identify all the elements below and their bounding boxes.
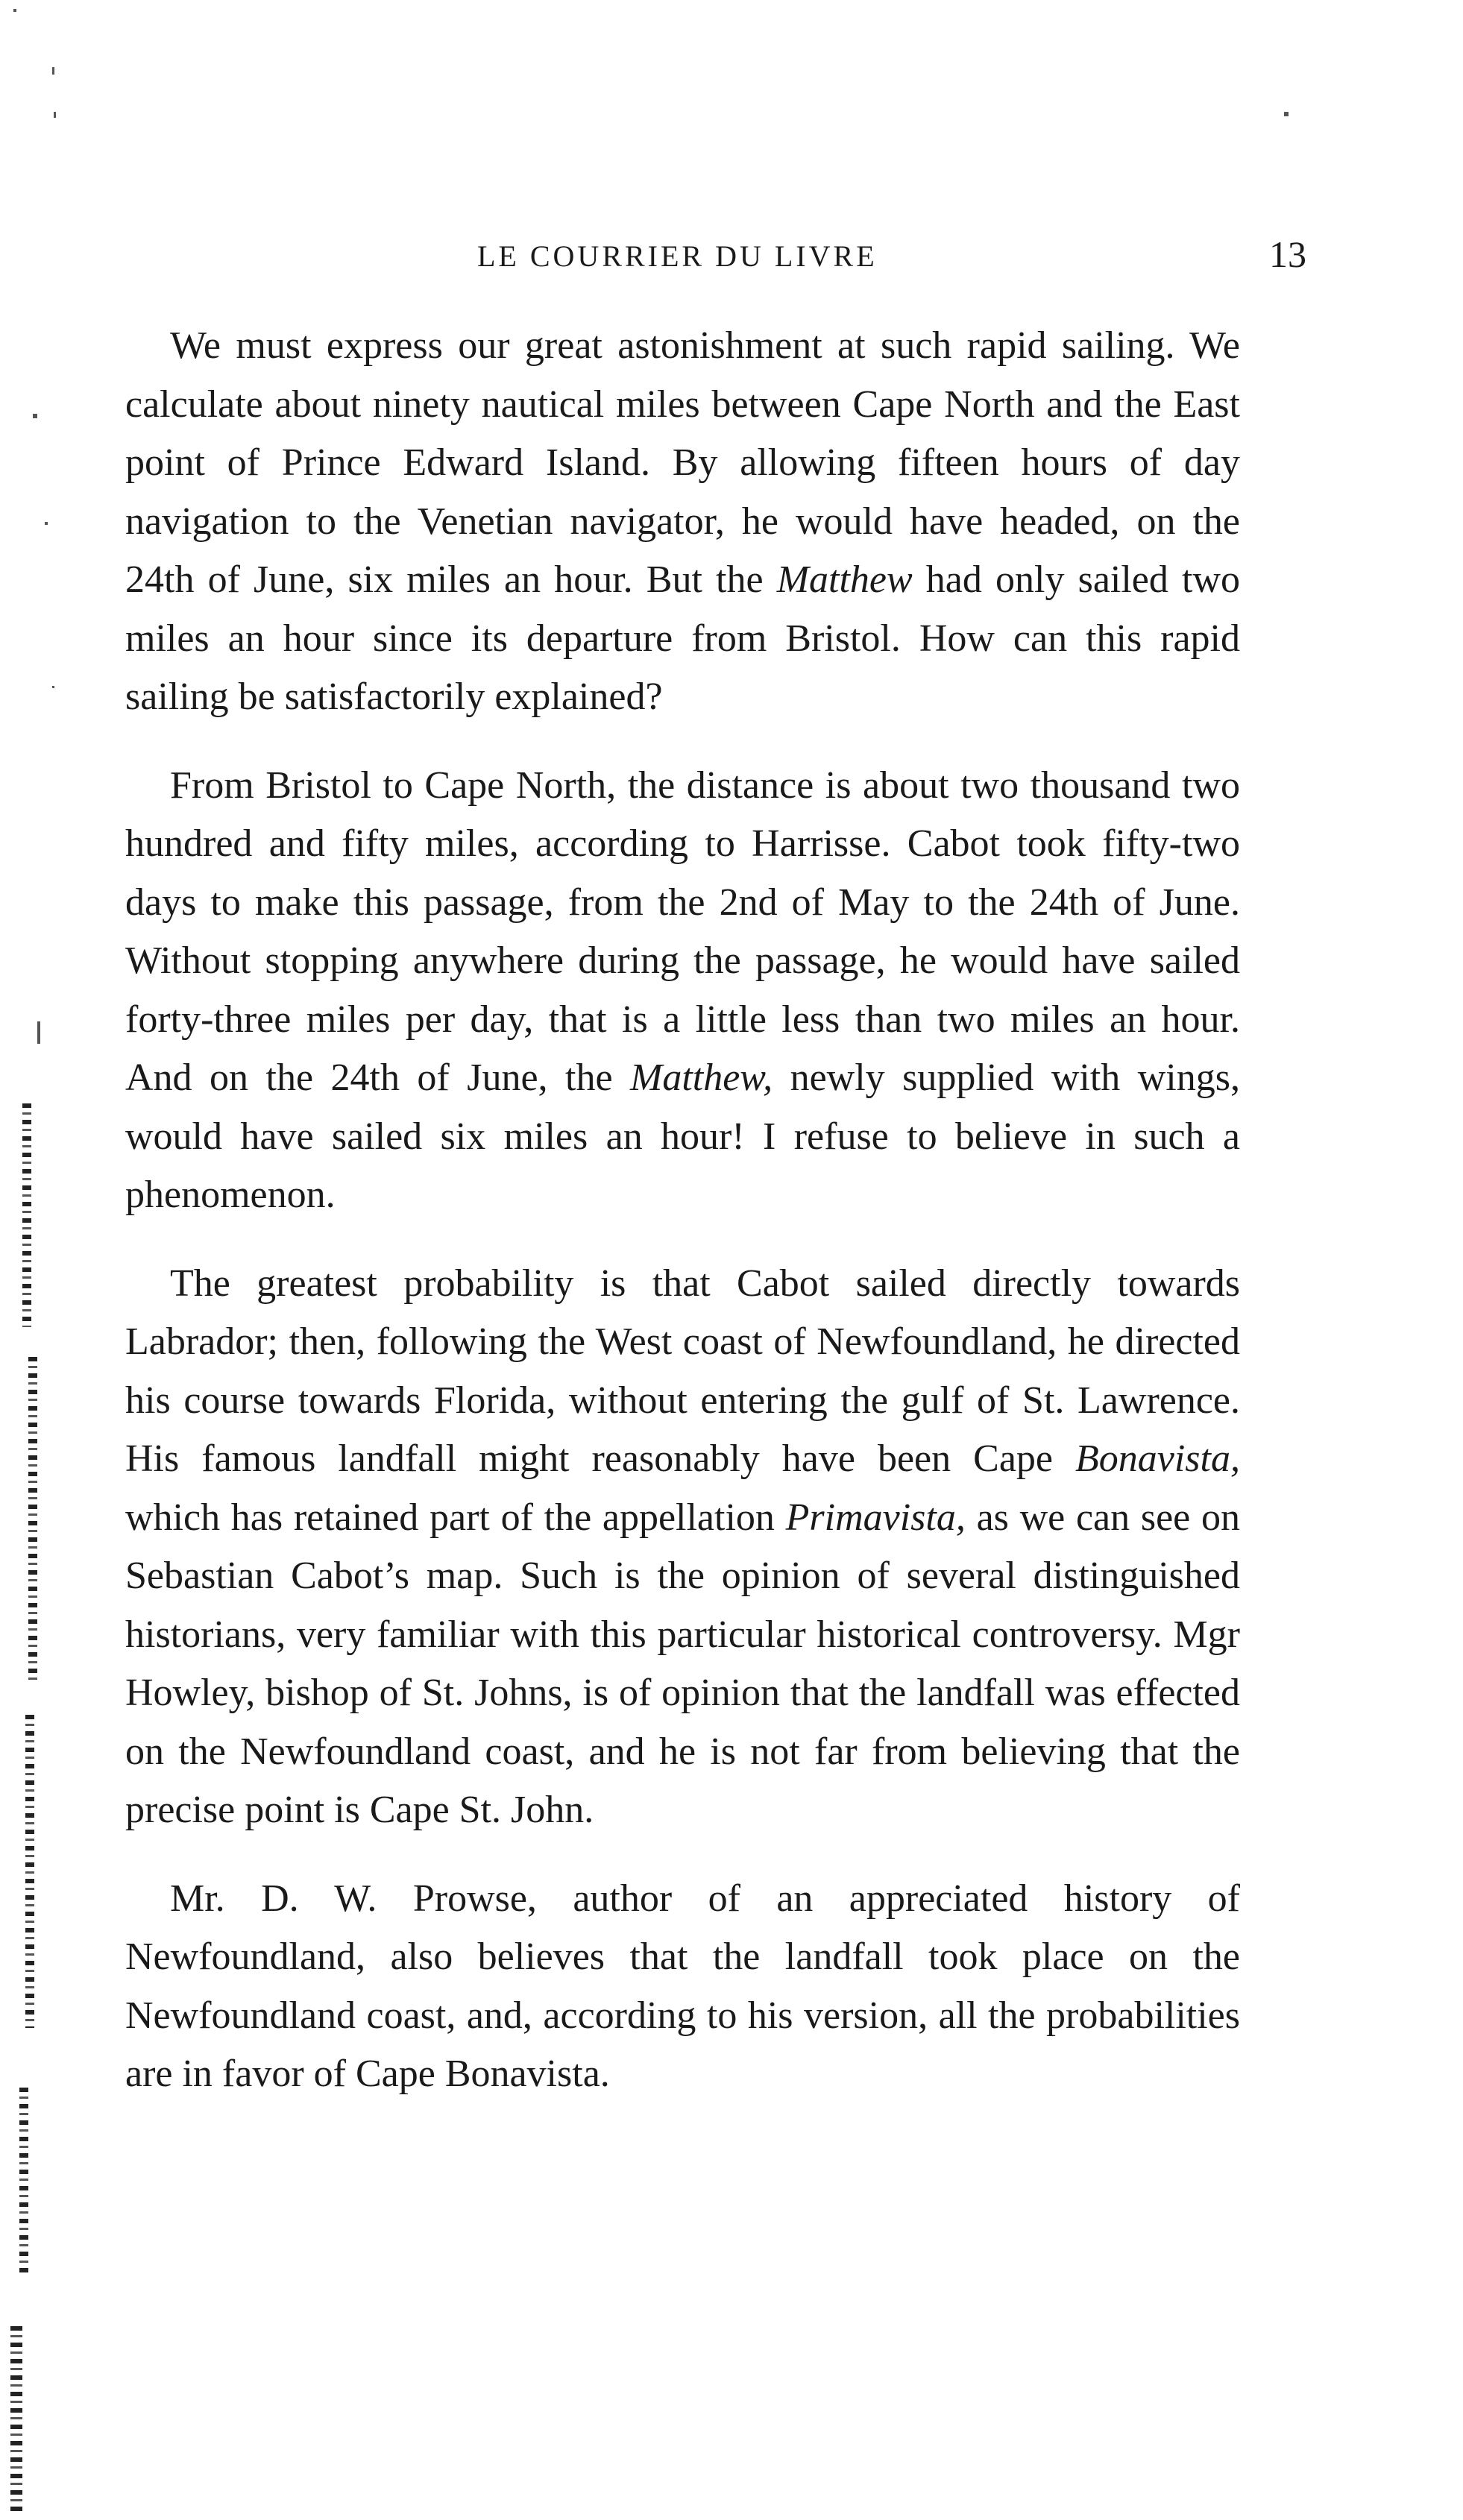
paragraph-text: We must express our great astonishment at such rapid sailing. We calculate about ninety nautical miles between Cape North and the East point of Prince Edward Island. By allowing fifteen hours of day navigation to the Venetian navigator, he would have headed, on the 24th of June, six miles an hour. But the (125, 324, 1240, 601)
paragraph-2 (125, 757, 1240, 1225)
scan-edge-artifacts (0, 0, 67, 2520)
paragraph-text: From Bristol to Cape North, the distance is about two thousand two hundred and fifty miles, according to Harrisse. Cabot took fifty-two days to make this passage, from the 2nd of May to the 24th of June. Without stopping anywhere during the passage, he would have sailed forty-three miles per day, that is a little less than two miles an hour. And on the 24th of June, the (125, 763, 1240, 1099)
page-number: 13 (1269, 233, 1306, 275)
paragraph-text: newly supplied with wings, would have sailed six miles an hour! I refuse to believe in such a phenomenon. (125, 1056, 1240, 1216)
italic-text: Bonavista, (1075, 1437, 1240, 1480)
italic-text: Primavista, (785, 1496, 966, 1539)
paragraph-1 (125, 317, 1240, 727)
running-head: LE COURRIER DU LIVRE (477, 239, 878, 273)
paragraph-4 (125, 1870, 1240, 2104)
scan-speck (1284, 112, 1289, 116)
italic-text: Matthew (776, 558, 913, 601)
paragraph-text: The greatest probability is that Cabot sailed directly towards Labrador; then, following the West coast of Newfoundland, he directed his course towards Florida, without entering the gulf of St. Lawrence. His famous landfall might reasonably have been Cape (125, 1261, 1240, 1480)
paragraph-text: as we can see on Sebastian Cabot’s map. Such is the opinion of several distinguished historians, very familiar with this particular historical controversy. Mgr Howley, bishop of St. Johns, is of opinion that the landfall was effected on the Newfoundland coast, and he is not far from believing that the precise point is Cape St. John. (125, 1496, 1240, 1831)
paragraph-text: had only sailed two miles an hour since its departure from Bristol. How can this rapid sailing be satisfactorily explained? (125, 558, 1240, 718)
paragraph-text: which has retained part of the appellation (125, 1496, 786, 1539)
paragraph-3 (125, 1255, 1240, 1840)
italic-text: Matthew, (630, 1056, 773, 1099)
page-header (127, 233, 1306, 291)
paragraph-text: Mr. D. W. Prowse, author of an appreciated history of Newfoundland, also believes that the landfall took place on the Newfoundland coast, and, according to his version, all the probabilities are in favor of Cape Bonavista. (125, 1877, 1240, 2095)
body-text (125, 317, 1240, 2134)
